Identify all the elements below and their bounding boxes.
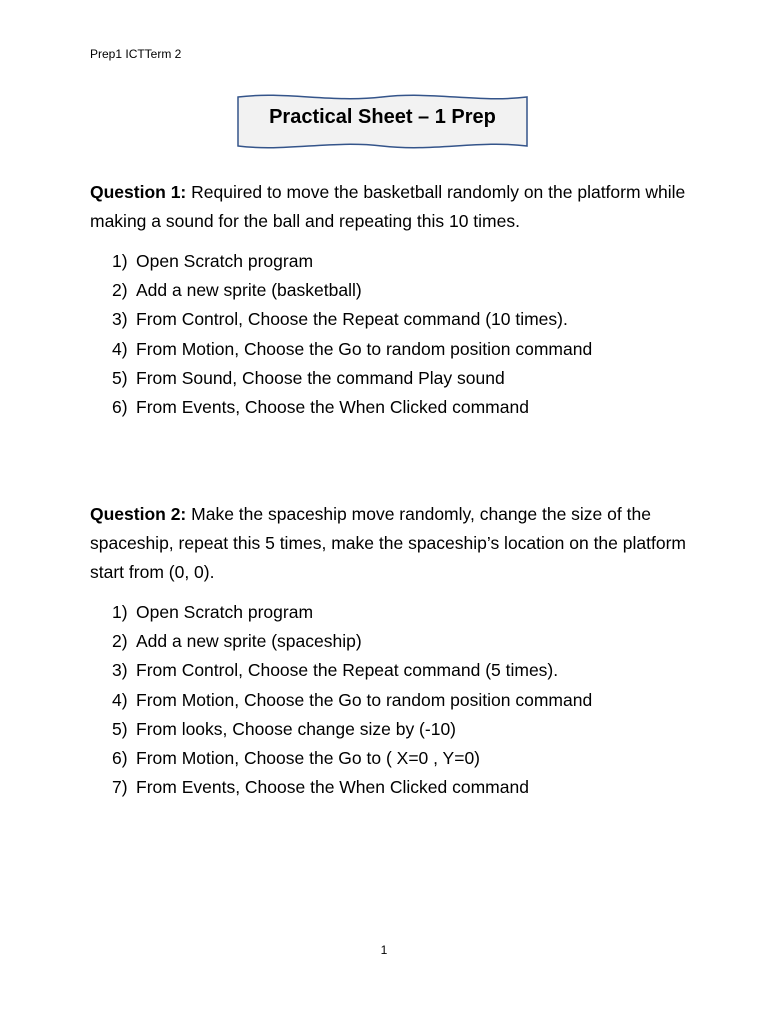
- list-item: 3) From Control, Choose the Repeat command (10 times).: [112, 309, 568, 330]
- list-item: 2) Add a new sprite (spaceship): [112, 631, 362, 652]
- list-item: 4) From Motion, Choose the Go to random position command: [112, 689, 593, 710]
- question-1: [90, 178, 690, 236]
- page-header: Prep1 ICTTerm 2: [90, 47, 182, 61]
- question-1-steps: [112, 247, 592, 422]
- list-item: 7) From Events, Choose the When Clicked command: [112, 777, 529, 798]
- page-title: Practical Sheet – 1 Prep: [269, 106, 496, 128]
- list-item: 1) Open Scratch program: [112, 251, 314, 271]
- question-2: [90, 500, 690, 587]
- list-item: 1) Open Scratch program: [112, 602, 314, 622]
- question-1-text: Required to move the basketball randomly on the platform while making a sound for the ball and repeating this 10 times.: [90, 182, 686, 231]
- list-item: 5) From Sound, Choose the command Play sound: [112, 367, 505, 388]
- list-item: 5) From looks, Choose change size by (-10): [112, 718, 456, 739]
- list-item: 6) From Events, Choose the When Clicked command: [112, 396, 529, 417]
- title-banner: [236, 93, 529, 153]
- list-item: 6) From Motion, Choose the Go to ( X=0 , Y=0): [112, 747, 481, 768]
- list-item: 2) Add a new sprite (basketball): [112, 280, 362, 301]
- page-number: 1: [380, 943, 388, 957]
- question-2-text: Make the spaceship move randomly, change the size of the spaceship, repeat this 5 times, make the spaceship’s location on the platform start from (0, 0).: [90, 504, 686, 582]
- question-2-steps: [112, 598, 592, 802]
- question-1-label: Question 1:: [90, 182, 187, 202]
- list-item: 4) From Motion, Choose the Go to random position command: [112, 338, 593, 359]
- question-2-label: Question 2:: [90, 504, 187, 524]
- list-item: 3) From Control, Choose the Repeat command (5 times).: [112, 660, 559, 681]
